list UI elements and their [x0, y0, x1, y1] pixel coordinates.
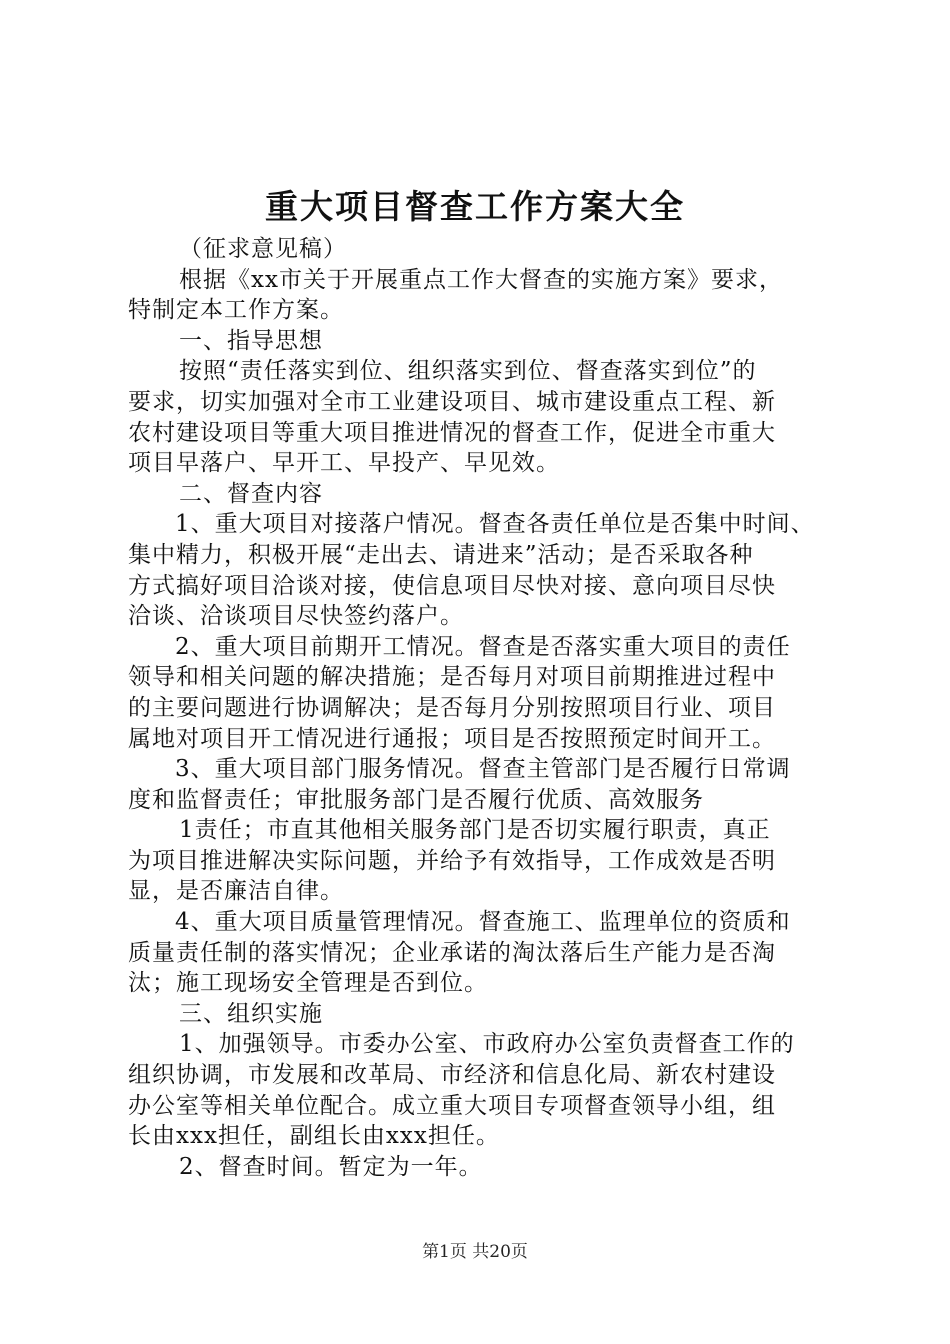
paragraph-line: 方式搞好项目洽谈对接，使信息项目尽快对接、意向项目尽快 — [128, 572, 776, 599]
section-heading: 一、指导思想 — [179, 327, 323, 354]
paragraph-line: 4、重大项目质量管理情况。督查施工、监理单位的资质和 — [175, 909, 791, 936]
section-heading: 三、组织实施 — [179, 1000, 323, 1027]
subtitle-draft-note: （征求意见稿） — [179, 236, 347, 262]
paragraph-line: 的主要问题进行协调解决；是否每月分别按照项目行业、项目 — [128, 694, 776, 721]
paragraph-line: 按照“责任落实到位、组织落实到位、督查落实到位”的 — [179, 358, 757, 385]
paragraph-line: 领导和相关问题的解决措施；是否每月对项目前期推进过程中 — [128, 664, 776, 691]
paragraph-line: 1责任；市直其他相关服务部门是否切实履行职责，真正 — [179, 817, 771, 844]
paragraph-line: 度和监督责任；审批服务部门是否履行优质、高效服务 — [128, 786, 704, 813]
paragraph-line: 1、重大项目对接落户情况。督查各责任单位是否集中时间、 — [175, 511, 815, 538]
paragraph-line: 3、重大项目部门服务情况。督查主管部门是否履行日常调 — [175, 756, 791, 783]
paragraph-line: 办公室等相关单位配合。成立重大项目专项督查领导小组，组 — [128, 1092, 776, 1119]
paragraph-line: 洽谈、洽谈项目尽快签约落户。 — [128, 603, 464, 630]
paragraph-line: 2、督查时间。暂定为一年。 — [179, 1153, 483, 1180]
paragraph-line: 汰；施工现场安全管理是否到位。 — [128, 970, 488, 997]
paragraph-line: 组织协调，市发展和改革局、市经济和信息化局、新农村建设 — [128, 1062, 776, 1089]
paragraph-line: 农村建设项目等重大项目推进情况的督查工作，促进全市重大 — [128, 419, 776, 446]
paragraph-line: 显，是否廉洁自律。 — [128, 878, 344, 905]
paragraph-line: 要求，切实加强对全市工业建设项目、城市建设重点工程、新 — [128, 388, 776, 415]
paragraph-line: 根据《xx市关于开展重点工作大督查的实施方案》要求， — [179, 266, 783, 293]
paragraph-line: 集中精力，积极开展“走出去、请进来”活动；是否采取各种 — [128, 541, 754, 568]
document-body — [128, 234, 828, 1182]
paragraph-line: 项目早落户、早开工、早投产、早见效。 — [128, 450, 560, 477]
paragraph-line: 特制定本工作方案。 — [128, 297, 344, 324]
document-title: 重大项目督查工作方案大全 — [265, 187, 685, 226]
page-footer: 第1页 共20页 — [422, 1242, 528, 1262]
section-heading: 二、督查内容 — [179, 480, 323, 507]
paragraph-line: 长由xxx担任，副组长由xxx担任。 — [128, 1123, 500, 1150]
paragraph-line: 质量责任制的落实情况；企业承诺的淘汰落后生产能力是否淘 — [128, 939, 776, 966]
paragraph-line: 属地对项目开工情况进行通报；项目是否按照预定时间开工。 — [128, 725, 776, 752]
paragraph-line: 2、重大项目前期开工情况。督查是否落实重大项目的责任 — [175, 633, 791, 660]
paragraph-line: 1、加强领导。市委办公室、市政府办公室负责督查工作的 — [179, 1031, 795, 1058]
paragraph-line: 为项目推进解决实际问题，并给予有效指导，工作成效是否明 — [128, 847, 776, 874]
